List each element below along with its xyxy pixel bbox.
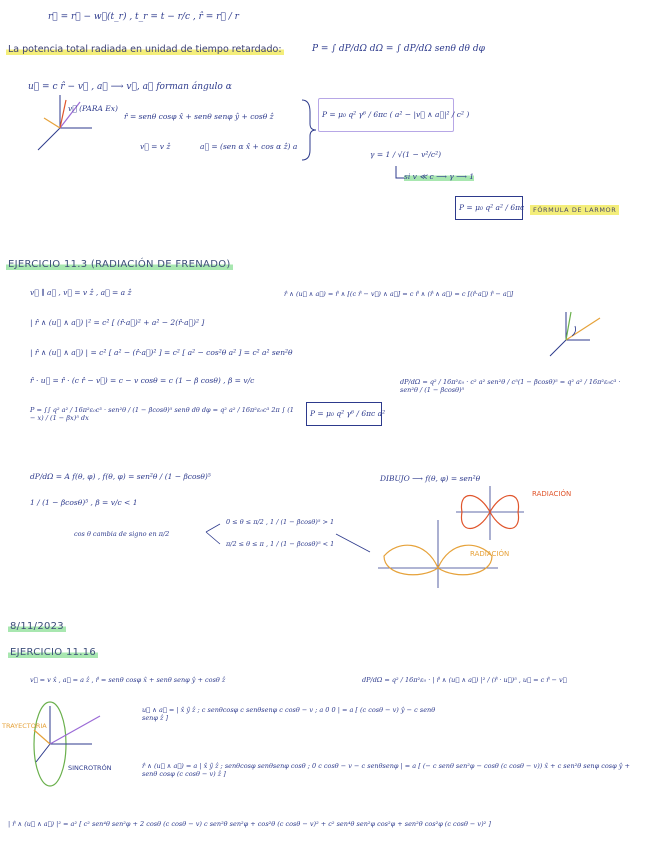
ej116-determinant-1: u⃗ ∧ a⃗ = | x̂ ŷ ẑ ; c senθcosφ c senθsenφ c cosθ − v ; a 0 0 | = a [ (c cosθ − v) ŷ − c senθ senφ ẑ ] [142, 706, 436, 722]
ej113-case2: π/2 ≤ θ ≤ π , 1 / (1 − βcosθ)⁵ < 1 [226, 540, 335, 548]
ej113-dp-domega: dP/dΩ = q² / 16π²ε₀ · c² a² sen²θ / c⁵(1 − βcosθ)⁵ = q² a² / 16π²ε₀c³ · sen²θ / (1 − βcosθ)⁵ [400, 378, 621, 394]
ej116-line1: v⃗ = v x̂ , a⃗ = a ẑ , r̂ = senθ cosφ x̂ + senθ senφ ŷ + cosθ ẑ [30, 676, 226, 684]
boxed-power-11-3-formula: P = μ₀ q² γ⁶ / 6πc a² [310, 409, 386, 418]
exercise-11-16-title: EJERCICIO 11.16 [10, 647, 97, 658]
fig-label-v: v⃗ (PARA Ex) [68, 104, 118, 113]
radiation-label-red: RADIACIÓN [532, 490, 572, 498]
a-vector: a⃗ = (sen α x̂ + cos α ẑ) a [200, 142, 298, 151]
exercise-11-3-title: EJERCICIO 11.3 (RADIACIÓN DE FRENADO) [8, 259, 231, 270]
ej113-line2: | r̂ ∧ (u⃗ ∧ a⃗) |² = c² [ (r̂·a⃗)² + a² − 2(r̂·a⃗)² ] [30, 318, 205, 327]
u-definition: u⃗ = c r̂ − v⃗ , a⃗ ⟶ v⃗, a⃗ forman ángulo α [28, 82, 232, 92]
ej116-last-line: | r̂ ∧ (u⃗ ∧ a⃗) |² = a² [ c² sen⁴θ sen²φ + 2 cosθ (c cosθ − v) c sen²θ sen²φ + cos²θ (c cosθ − v)² + c² sen⁴θ sen²φ cos²φ + sen²θ cos²φ (c cosθ − v)² ] [8, 820, 491, 828]
retarded-definitions: r⃗ = r⃗ − w⃗(t_r) , t_r = t − r/c , r̂ = r⃗ / r [48, 12, 239, 22]
larmor-tag: FÓRMULA DE LARMOR [530, 205, 619, 215]
ej113-f-definition: dP/dΩ = A f(θ, φ) , f(θ, φ) = sen²θ / (1 − βcosθ)⁵ [30, 472, 211, 481]
ej113-line1-right: r̂ ∧ (u⃗ ∧ a⃗) = r̂ ∧ [(c r̂ − v⃗) ∧ a⃗] = c r̂ ∧ (r̂ ∧ a⃗) = c [(r̂·a⃗) r̂ − a⃗] [284, 290, 514, 298]
ej113-integral: P = ∫∫ q² a² / 16π²ε₀c³ · sen²θ / (1 − βcosθ)⁵ senθ dθ dφ = q² a² / 16π²ε₀c³ 2π ∫ (1 − x) / (1 − βx)⁵ dx [30, 406, 294, 422]
ej113-line3: | r̂ ∧ (u⃗ ∧ a⃗) | = c² [ a² − (r̂·a⃗)² ] = c² [ a² − cos²θ a² ] = c² a² sen²θ [30, 348, 293, 357]
r-hat-components: r̂ = senθ cosφ x̂ + senθ senφ ŷ + cosθ ẑ [124, 112, 274, 121]
trajectory-label: TRAYECTORIA [2, 722, 47, 730]
power-heading: La potencia total radiada en unidad de tiempo retardado: [8, 44, 282, 55]
gamma-definition: γ = 1 / √(1 − v²/c²) [370, 150, 442, 159]
ej113-beta-condition: 1 / (1 − βcosθ)⁵ , β = v/c < 1 [30, 498, 138, 507]
ej113-line1: v⃗ ∥ a⃗ , v⃗ = v ẑ , a⃗ = a ẑ [30, 288, 132, 297]
ej116-determinant-2: r̂ ∧ (u⃗ ∧ a⃗) = a | x̂ ŷ ẑ ; senθcosφ senθsenφ cosθ ; 0 c cosθ − v − c senθsenφ | = a [ (− c senθ sen²φ − cosθ (c cosθ − v)) x̂ + c sen²θ senφ cosφ ŷ + senθ cosφ (c cosθ − v) ẑ ] [142, 762, 630, 778]
radiation-label-orange: RADIACIÓN [470, 550, 510, 558]
date-heading: 8/11/2023 [10, 621, 64, 632]
v-vector: v⃗ = v ẑ [140, 142, 171, 151]
boxed-power-formula: P = μ₀ q² γ⁶ / 6πc ( a² − |v⃗ ∧ a⃗|² / c² ) [322, 110, 470, 119]
limit-note: si v ≪ c ⟶ γ ⟶ 1 [404, 172, 474, 181]
power-integral: P = ∫ dP/dΩ dΩ = ∫ dP/dΩ senθ dθ dφ [312, 44, 485, 54]
ej116-dp-domega: dP/dΩ = q² / 16π²ε₀ · | r̂ ∧ (u⃗ ∧ a⃗) |² / (r̂ · u⃗)⁵ , u⃗ = c r̂ − v⃗ [362, 676, 567, 684]
ej113-case1: 0 ≤ θ ≤ π/2 , 1 / (1 − βcosθ)⁵ > 1 [226, 518, 335, 526]
dibujo-label: DIBUJO ⟶ f(θ, φ) = sen²θ [380, 474, 481, 483]
ej113-line4: r̂ · u⃗ = r̂ · (c r̂ − v⃗) = c − v cosθ = c (1 − β cosθ) , β = v/c [30, 376, 255, 385]
ej113-cos-sign: cos θ cambia de signo en π/2 [74, 530, 170, 538]
synchrotron-label: SINCROTRÓN [68, 764, 112, 772]
larmor-formula: P = μ₀ q² a² / 6πc [459, 203, 525, 212]
